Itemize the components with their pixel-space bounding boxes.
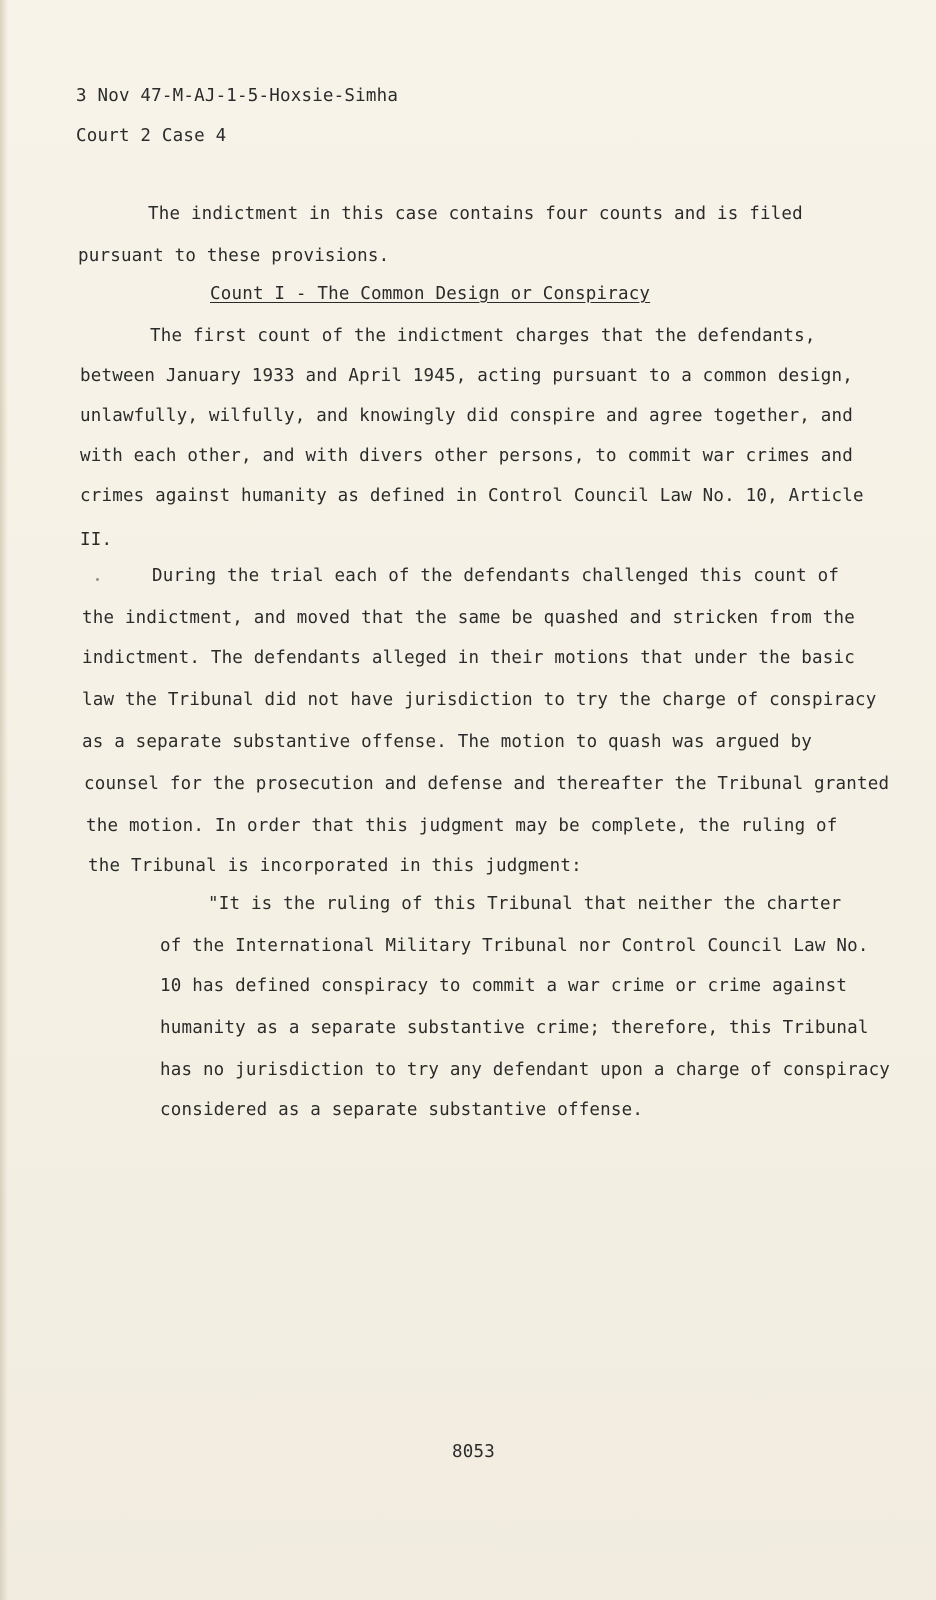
paragraph2-line: as a separate substantive offense. The motion to quash was argued by bbox=[82, 732, 813, 752]
paragraph2-line: law the Tribunal did not have jurisdiction to try the charge of conspiracy bbox=[82, 690, 877, 710]
intro-line: The indictment in this case contains four counts and is filed bbox=[148, 204, 803, 224]
header-court-case: Court 2 Case 4 bbox=[76, 126, 227, 146]
stray-mark bbox=[96, 578, 99, 581]
paragraph1-line: crimes against humanity as defined in Control Council Law No. 10, Article bbox=[80, 486, 864, 506]
paragraph2-line: indictment. The defendants alleged in their motions that under the basic bbox=[82, 648, 855, 668]
paragraph1-line: with each other, and with divers other persons, to commit war crimes and bbox=[80, 446, 853, 466]
paragraph1-line: between January 1933 and April 1945, acting pursuant to a common design, bbox=[80, 366, 853, 386]
header-reference: 3 Nov 47-M-AJ-1-5-Hoxsie-Simha bbox=[76, 86, 399, 106]
page-number: 8053 bbox=[452, 1442, 495, 1462]
quoted-ruling-line: of the International Military Tribunal nor Control Council Law No. bbox=[160, 936, 869, 956]
section-heading: Count I - The Common Design or Conspiracy bbox=[210, 284, 651, 304]
paragraph2-line: counsel for the prosecution and defense and thereafter the Tribunal granted bbox=[84, 774, 890, 794]
paragraph2-line: the indictment, and moved that the same be quashed and stricken from the bbox=[82, 608, 855, 628]
quoted-ruling-line: humanity as a separate substantive crime; therefore, this Tribunal bbox=[160, 1018, 869, 1038]
paragraph1-line: unlawfully, wilfully, and knowingly did conspire and agree together, and bbox=[80, 406, 853, 426]
paragraph1-line: II. bbox=[80, 530, 113, 550]
paragraph2-line: During the trial each of the defendants challenged this count of bbox=[152, 566, 840, 586]
paragraph2-line: the motion. In order that this judgment may be complete, the ruling of bbox=[86, 816, 838, 836]
quoted-ruling-line: "It is the ruling of this Tribunal that neither the charter bbox=[208, 894, 842, 914]
intro-line: pursuant to these provisions. bbox=[78, 246, 390, 266]
paragraph1-line: The first count of the indictment charges that the defendants, bbox=[150, 326, 816, 346]
paragraph2-line: the Tribunal is incorporated in this judgment: bbox=[88, 856, 582, 876]
quoted-ruling-line: 10 has defined conspiracy to commit a war crime or crime against bbox=[160, 976, 848, 996]
quoted-ruling-line: has no jurisdiction to try any defendant upon a charge of conspiracy bbox=[160, 1060, 891, 1080]
quoted-ruling-line: considered as a separate substantive offense. bbox=[160, 1100, 644, 1120]
